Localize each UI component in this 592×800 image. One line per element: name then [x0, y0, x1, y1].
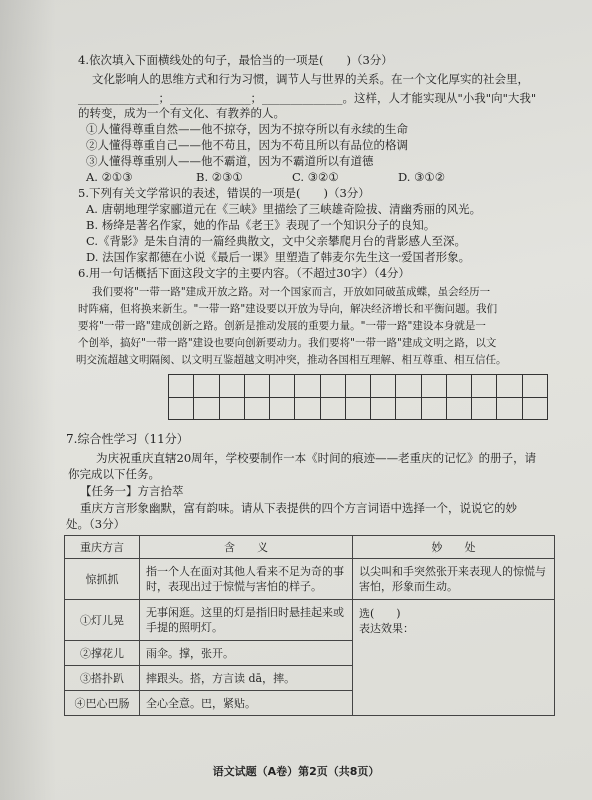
answer-cell[interactable]: [169, 375, 194, 397]
answer-cell[interactable]: [270, 375, 295, 397]
q4-choice-b: B. ②③①: [196, 170, 243, 184]
dialect-meaning-4: 全心全意。巴，紧贴。: [140, 691, 353, 716]
answer-cell[interactable]: [371, 375, 396, 397]
q7-intro-1: 为庆祝重庆直辖20周年，学校要制作一本《时间的痕迹——老重庆的记忆》的册子，请: [96, 451, 537, 465]
answer-cell[interactable]: [321, 398, 346, 420]
q6-passage-line-3: 要将"一带一路"建成创新之路。创新是推动发展的重要力量。"一带一路"建设本身就是一: [78, 320, 486, 332]
page-footer: 语文试题（A卷）第2页（共8页）: [212, 765, 380, 778]
answer-cell[interactable]: [523, 375, 547, 397]
q5-option-c: C.《背影》是朱自清的一篇经典散文，文中父亲攀爬月台的背影感人至深。: [86, 234, 467, 248]
q6-title: 6.用一句话概括下面这段文字的主要内容。（不超过30字）（4分）: [78, 266, 410, 280]
example-merit: 以尖叫和手突然张开来表现人的惊慌与害怕，形象而生动。: [353, 559, 555, 600]
answer-cell[interactable]: [321, 375, 346, 397]
q7-task-desc-2: 处。（3分）: [66, 517, 126, 531]
answer-cell[interactable]: [270, 398, 295, 420]
answer-cell[interactable]: [194, 375, 219, 397]
q4-text-3: 的转变，成为一个有文化、有教养的人。: [78, 106, 285, 120]
answer-area[interactable]: [353, 600, 555, 716]
answer-cell[interactable]: [447, 375, 472, 397]
q6-answer-grid[interactable]: [168, 374, 548, 420]
q4-option-2: ②人懂得尊重自己——他不苟且，因为不苟且所以有品位的格调: [86, 138, 408, 152]
answer-cell[interactable]: [371, 398, 396, 420]
header-merit: 妙 处: [353, 536, 555, 559]
answer-cell[interactable]: [422, 375, 447, 397]
answer-cell[interactable]: [295, 375, 320, 397]
answer-cell[interactable]: [472, 398, 497, 420]
answer-cell[interactable]: [396, 398, 421, 420]
q7-task-desc-1: 重庆方言形象幽默，富有韵味。请从下表提供的四个方言词语中选择一个，说说它的妙: [80, 501, 517, 515]
q4-option-1: ①人懂得尊重自然——他不掠夺，因为不掠夺所以有永续的生命: [86, 122, 408, 136]
answer-cell[interactable]: [194, 398, 219, 420]
answer-cell[interactable]: [472, 375, 497, 397]
q7-intro-2: 你完成以下任务。: [68, 467, 160, 481]
answer-cell[interactable]: [497, 398, 522, 420]
q5-option-a: A. 唐朝地理学家郦道元在《三峡》里描绘了三峡雄奇险拔、清幽秀丽的风光。: [86, 202, 482, 216]
q5-option-d: D. 法国作家都德在小说《最后一课》里塑造了韩麦尔先生这一爱国者形象。: [86, 250, 471, 264]
dialect-term-2: ②撑花儿: [65, 641, 140, 666]
q4-option-3: ③人懂得尊重别人——他不霸道，因为不霸道所以有道德: [86, 154, 374, 168]
q4-text-2: ______________；______________；______________。这样，人才能实现从"小我"向"大我": [78, 91, 537, 105]
q4-choice-a: A. ②①③: [86, 170, 133, 184]
q6-passage-line-1: 我们要将"一带一路"建成开放之路。对一个国家而言，开放如同破茧成蝶，虽会经历一: [92, 286, 491, 298]
q6-passage-line-5: 明交流超越文明隔阂、以文明互鉴超越文明冲突，推动各国相互理解、相互尊重、相互信任。: [76, 354, 507, 366]
dialect-term-3: ③搭扑趴: [65, 666, 140, 691]
q5-title: 5.下列有关文学常识的表述，错误的一项是( )（3分）: [78, 186, 370, 200]
dialect-meaning-2: 雨伞。撑，张开。: [140, 641, 353, 666]
q4-choice-d: D. ③①②: [398, 170, 446, 184]
table-header-row: [65, 536, 555, 559]
effect-label: 表达效果：: [359, 622, 414, 635]
answer-grid-row: [169, 397, 547, 420]
q5-option-b: B. 杨绛是著名作家，她的作品《老王》表现了一个知识分子的良知。: [86, 218, 436, 232]
answer-cell[interactable]: [295, 398, 320, 420]
dialect-term-4: ④巴心巴肠: [65, 691, 140, 716]
q4-text-1: 文化影响人的思维方式和行为习惯，调节人与世界的关系。在一个文化厚实的社会里，: [92, 72, 529, 86]
q7-title: 7.综合性学习（11分）: [66, 432, 189, 446]
header-dialect: 重庆方言: [65, 536, 140, 559]
page-fold-shadow: [0, 0, 56, 800]
answer-cell[interactable]: [220, 398, 245, 420]
answer-cell[interactable]: [346, 398, 371, 420]
table-row: [65, 559, 555, 600]
table-row: [65, 600, 555, 641]
answer-cell[interactable]: [422, 398, 447, 420]
q6-passage-line-2: 时阵痛，但将换来新生。"一带一路"建设要以开放为导向，解决经济增长和平衡问题。我们: [78, 303, 498, 315]
dialect-meaning-3: 摔跟头。搭，方言读 dā，摔。: [140, 666, 353, 691]
header-meaning: 含 义: [140, 536, 353, 559]
example-term: 惊抓抓: [65, 559, 140, 600]
example-meaning: 指一个人在面对其他人看来不足为奇的事时，表现出过于惊慌与害怕的样子。: [140, 559, 353, 600]
select-label: 选( ): [359, 607, 401, 620]
q4-choice-c: C. ③②①: [292, 170, 339, 184]
answer-cell[interactable]: [245, 375, 270, 397]
answer-cell[interactable]: [169, 398, 194, 420]
answer-cell[interactable]: [447, 398, 472, 420]
dialect-term-1: ①灯儿晃: [65, 600, 140, 641]
dialect-table: [64, 535, 555, 716]
answer-cell[interactable]: [497, 375, 522, 397]
answer-cell[interactable]: [523, 398, 547, 420]
q7-task-1-heading: 【任务一】方言拾萃: [80, 484, 184, 498]
answer-cell[interactable]: [245, 398, 270, 420]
answer-cell[interactable]: [396, 375, 421, 397]
answer-cell[interactable]: [220, 375, 245, 397]
q4-title: 4.依次填入下面横线处的句子，最恰当的一项是( )（3分）: [78, 53, 393, 67]
q6-passage-line-4: 个创举，搞好"一带一路"建设也要向创新要动力。我们要将"一带一路"建成文明之路，以文: [78, 337, 497, 349]
dialect-meaning-1: 无事闲逛。这里的灯是指旧时悬挂起来或手提的照明灯。: [140, 600, 353, 641]
answer-grid-row: [169, 375, 547, 397]
answer-cell[interactable]: [346, 375, 371, 397]
